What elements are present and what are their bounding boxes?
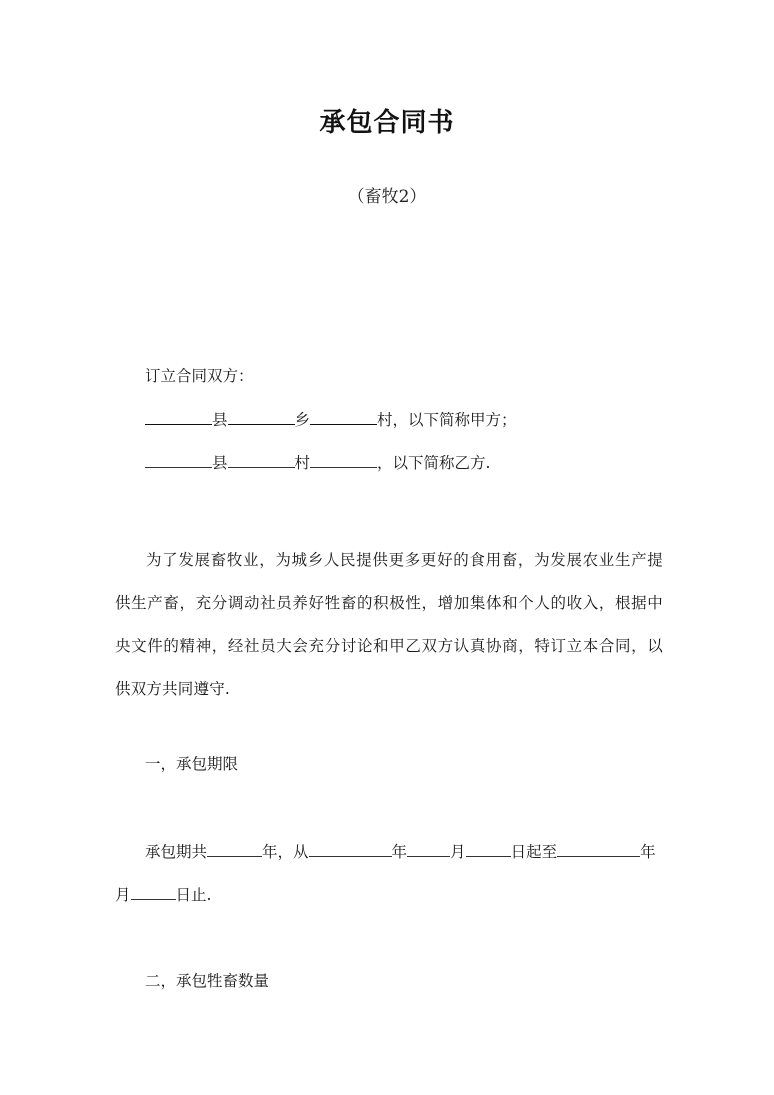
day-until-label: 日起至 <box>510 843 558 861</box>
section-1-heading: 一，承包期限 <box>145 755 239 773</box>
term-years-blank[interactable] <box>207 855 262 857</box>
end-year-label: 年 <box>640 843 656 861</box>
party-a-county-blank[interactable] <box>145 423 212 425</box>
end-day-blank[interactable] <box>131 898 176 900</box>
party-b-suffix: ，以下简称乙方. <box>377 454 491 472</box>
start-day-blank[interactable] <box>466 855 511 857</box>
party-b-village-name-blank[interactable] <box>228 466 295 468</box>
month-label: 月 <box>450 843 466 861</box>
party-b-county-blank[interactable] <box>145 466 212 468</box>
party-a-line <box>145 410 517 430</box>
term-line <box>145 842 656 862</box>
year-label: 年 <box>391 843 408 861</box>
start-year-blank[interactable] <box>309 855 392 857</box>
page-subtitle: （畜牧2） <box>347 187 427 207</box>
party-a-suffix: 村，以下简称甲方； <box>377 411 517 429</box>
section-2-heading: 二，承包牲畜数量 <box>145 972 270 990</box>
party-b-extra-blank[interactable] <box>310 466 377 468</box>
party-a-village-blank[interactable] <box>310 423 377 425</box>
party-b-line <box>145 453 490 473</box>
village-label: 村 <box>294 454 311 472</box>
preamble-paragraph: 为了发展畜牧业，为城乡人民提供更多更好的食用畜，为发展农业生产提供生产畜，充分调动社员养好牲畜的积极性，增加集体和个人的收入，根据中央文件的精神，经社员大会充分讨论和甲乙双方认真协商，特订立本合同，以供双方共同遵守. <box>115 551 663 698</box>
county-label: 县 <box>212 411 228 429</box>
term-line-continued <box>115 885 211 905</box>
page-title: 承包合同书 <box>319 108 455 138</box>
term-prefix: 承包期共 <box>145 843 208 861</box>
county-label: 县 <box>212 454 228 472</box>
township-label: 乡 <box>294 411 311 429</box>
year-from-label: 年，从 <box>262 843 309 861</box>
start-month-blank[interactable] <box>407 855 450 857</box>
end-day-label: 日止. <box>175 886 212 904</box>
party-a-township-blank[interactable] <box>228 423 295 425</box>
end-month-label: 月 <box>115 886 131 904</box>
end-year-blank[interactable] <box>557 855 640 857</box>
parties-heading: 订立合同双方： <box>145 367 254 385</box>
